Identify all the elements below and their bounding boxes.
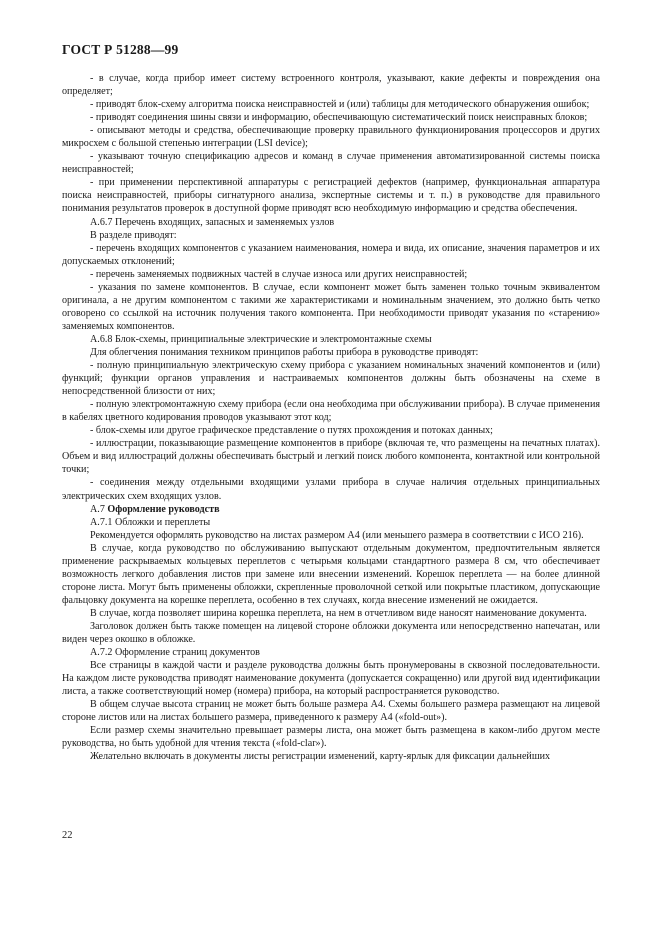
document-header: ГОСТ Р 51288—99: [62, 42, 179, 57]
paragraph: - полную электромонтажную схему прибора (если она необходима при обслуживании прибора). В случае применения в кабелях цветного кодирования проводов указывают этот код;: [62, 399, 600, 424]
paragraph: Рекомендуется оформлять руководство на листах размером А4 (или меньшего размера в соответствии с ИСО 216).: [90, 529, 584, 541]
paragraph: В случае, когда руководство по обслуживанию выпускают отдельным документом, предпочтительным является применение раскрываемых кольцевых переплетов с четырьмя кольцами стандартного размера 8 см, что обеспечивает возможность легкого добавления листов при замене или внесении изменений. Корешок переплета — на более длинной стороне листа. Могут быть применены обложки, скрепленные проволочной сеткой или покрытые пластиком, допускающие фальцовку документа на корешке переплета, особенно в тех случаях, когда внесение изменений не ожидается.: [62, 542, 600, 606]
section-number: А.7: [90, 503, 105, 515]
document-body: [62, 72, 600, 763]
paragraph: - перечень входящих компонентов с указанием наименования, номера и вида, их описание, значения параметров и их допускаемых отклонений;: [62, 242, 600, 267]
paragraph: - полную принципиальную электрическую схему прибора с указанием номинальных значений компонентов и (или) функций; функции органов управления и настраиваемых компонентов должны быть обозначены на схеме в непосредственной близости от них;: [62, 360, 600, 398]
paragraph: - перечень заменяемых подвижных частей в случае износа или других неисправностей;: [90, 268, 468, 280]
page-number: 22: [62, 830, 73, 841]
paragraph: В разделе приводят:: [90, 229, 177, 241]
paragraph: - соединения между отдельными входящими узлами прибора в случае наличия отдельных принципиальных электрических схем входящих узлов.: [62, 477, 600, 502]
paragraph: Если размер схемы значительно превышает размеры листа, она может быть размещена в каком-либо другом месте руководства, но быть удобной для чтения текста («fold-clar»).: [62, 725, 600, 750]
paragraph: Все страницы в каждой части и разделе руководства должны быть пронумерованы в сквозной последовательности. На каждом листе руководства приводят наименование документа (допускается сокращенно) или другой вид идентификации листа, а также соответствующий номер (номера) прибора, на который распространяется руководство.: [62, 660, 600, 698]
paragraph: - указания по замене компонентов. В случае, если компонент может быть заменен только точным эквивалентом оригинала, а не другим компонентом с такими же характеристиками и номинальным значением, это должно быть четко оговорено со ссылкой на источник получения такого компонента. При необходимости приводят указания по «старению» заменяемых компонентов.: [62, 281, 600, 332]
subsection-heading: А.6.8 Блок-схемы, принципиальные электрические и электромонтажные схемы: [90, 333, 432, 345]
paragraph: - при применении перспективной аппаратуры с регистрацией дефектов (например, функциональная аппаратура поиска неисправностей, приборы сигнатурного анализа, экспертные системы и т. п.) в руководстве для правильного понимания результатов проверок в доступной форме приводят всю необходимую информацию и средства обеспечения.: [62, 177, 600, 215]
section-heading: [62, 503, 600, 516]
paragraph: Для облегчения понимания техником принципов работы прибора в руководстве приводят:: [90, 346, 479, 358]
paragraph: В общем случае высота страниц не может быть больше размера А4. Схемы большего размера размещают на лицевой стороне листов или на листах большего размера, приведенного к размеру А4 («fold-out»).: [62, 699, 600, 724]
paragraph: - в случае, когда прибор имеет систему встроенного контроля, указывают, какие дефекты и повреждения она определяет;: [62, 73, 600, 98]
paragraph: - приводят соединения шины связи и информацию, обеспечивающую систематический поиск неисправных блоков;: [90, 112, 588, 124]
subsection-heading: А.7.1 Обложки и переплеты: [90, 516, 211, 528]
subsection-heading: А.6.7 Перечень входящих, запасных и заменяемых узлов: [90, 216, 335, 228]
paragraph: - блок-схемы или другое графическое представление о путях прохождения и потоках данных;: [90, 425, 493, 437]
paragraph: - приводят блок-схему алгоритма поиска неисправностей и (или) таблицы для методического обнаружения ошибок;: [90, 99, 590, 111]
subsection-heading: А.7.2 Оформление страниц документов: [90, 647, 260, 659]
paragraph: - иллюстрации, показывающие размещение компонентов в приборе (включая те, что размещены на печатных платах). Объем и вид иллюстраций должны обеспечивать быстрый и легкий поиск любого компонента, контактной или контрольной точки;: [62, 438, 600, 476]
paragraph: Заголовок должен быть также помещен на лицевой стороне обложки документа или непосредственно напечатан, или виден через окошко в обложке.: [62, 620, 600, 646]
paragraph: - указывают точную спецификацию адресов и команд в случае применения автоматизированной системы поиска неисправностей;: [62, 151, 600, 176]
paragraph: - описывают методы и средства, обеспечивающие проверку правильного функционирования процессоров и других микросхем с большой степенью интеграции (LSI device);: [62, 125, 600, 150]
paragraph: Желательно включать в документы листы регистрации изменений, карту-ярлык для фиксации дальнейших: [90, 751, 551, 763]
section-title: Оформление руководств: [107, 503, 220, 515]
paragraph: В случае, когда позволяет ширина корешка переплета, на нем в отчетливом виде наносят наименование документа.: [90, 607, 587, 619]
